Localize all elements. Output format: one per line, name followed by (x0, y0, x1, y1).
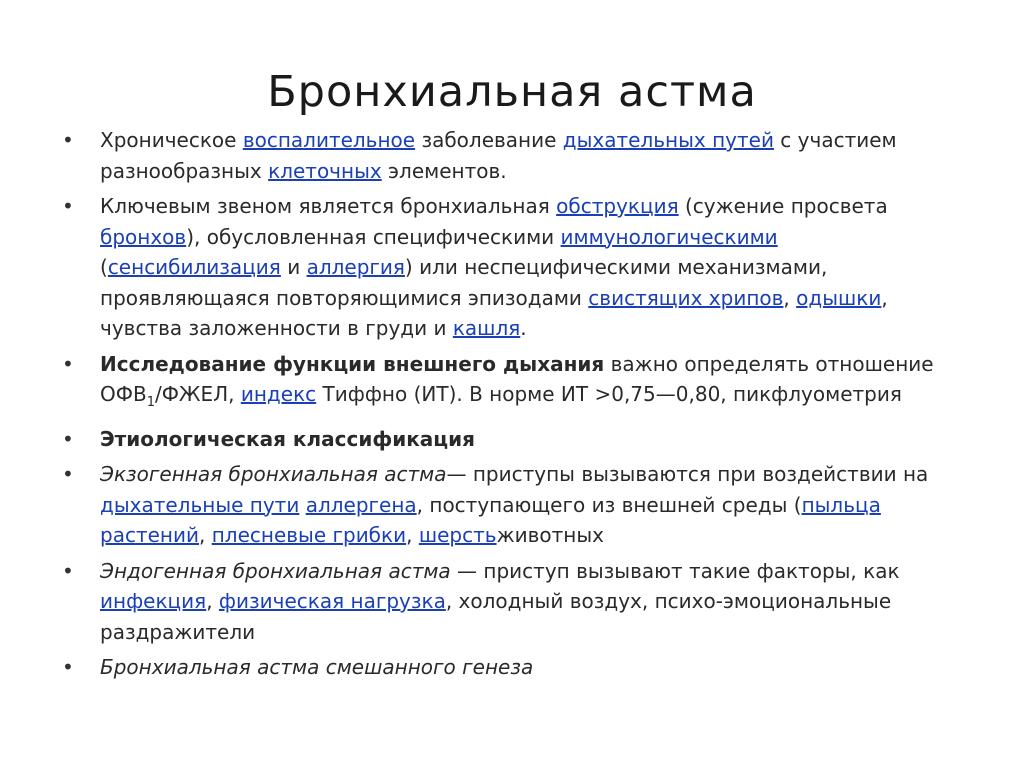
link-obstruction[interactable]: обструкция (556, 194, 679, 218)
link-allergen[interactable]: аллергена (305, 492, 417, 517)
link-index[interactable]: индекс (240, 382, 317, 406)
link-inflammatory[interactable]: воспалительное (242, 128, 416, 152)
text: , (206, 589, 219, 613)
subscript: 1 (146, 395, 155, 410)
text: , поступающего из внешней среды ( (416, 492, 802, 517)
text: — приступ вызывают такие факторы, как (450, 558, 900, 583)
italic-term: Бронхиальная астма смешанного генеза (100, 655, 534, 679)
text: , (198, 523, 212, 547)
link-immunological[interactable]: иммунологическими (560, 224, 778, 249)
link-respiratory-tract[interactable]: дыхательные пути (100, 492, 300, 517)
bullet-definition (62, 125, 962, 186)
bold-heading: Исследование функции внешнего дыхания (100, 351, 605, 376)
text: , (406, 523, 419, 547)
text: ( (100, 255, 108, 279)
link-cough[interactable]: кашля (452, 316, 521, 340)
text: — приступы вызываются при воздействии на (446, 462, 929, 486)
link-allergy[interactable]: аллергия (306, 255, 405, 279)
text: важно определять отношение ОФВ (100, 351, 934, 406)
text: (сужение просвета (678, 194, 888, 218)
link-sensitization[interactable]: сенсибилизация (107, 255, 281, 279)
text: , (783, 285, 797, 310)
text: , холодный воздух, психо-эмоциональные раздражители (100, 589, 892, 644)
bullet-key-link (62, 191, 962, 344)
italic-term: Эндогенная бронхиальная астма (100, 558, 451, 583)
text: , чувства заложенности в груди и (100, 285, 888, 340)
link-physical-load[interactable]: физическая нагрузка (218, 589, 446, 613)
text: с участием разнообразных (100, 128, 897, 183)
link-bronchi[interactable]: бронхов (100, 224, 187, 249)
bullet-mixed (62, 652, 962, 683)
link-cellular[interactable]: клеточных (268, 158, 382, 183)
bullet-classification (62, 424, 962, 455)
text: животных (496, 523, 604, 547)
page-title: Бронхиальная астма (267, 66, 757, 117)
bullet-respiratory-function (62, 349, 962, 419)
text: Ключевым звеном является бронхиальная (100, 194, 557, 218)
link-dyspnea[interactable]: одышки (796, 285, 882, 310)
link-mold[interactable]: плесневые грибки (211, 523, 407, 547)
text: элементов. (381, 158, 507, 183)
link-infection[interactable]: инфекция (100, 589, 207, 613)
text: Тиффно (ИТ). В норме ИТ >0,75—0,80, пикфлуометрия (316, 382, 902, 406)
text: Хроническое (100, 128, 243, 152)
text: и (280, 255, 307, 279)
text: ), обусловленная специфическими (186, 224, 561, 249)
bold-heading: Этиологическая классификация (100, 426, 475, 451)
link-fur[interactable]: шерсть (418, 523, 497, 547)
text: ) или неспецифическими механизмами, проявляющаяся повторяющимися эпизодами (100, 255, 828, 310)
italic-term: Экзогенная бронхиальная астма (100, 462, 447, 486)
text: /ФЖЕЛ, (154, 382, 241, 406)
text: заболевание (415, 128, 563, 152)
link-pollen[interactable]: пыльца растений (100, 492, 881, 547)
bullet-exogenous (62, 459, 962, 551)
bullet-endogenous (62, 556, 962, 648)
link-airways[interactable]: дыхательных путей (562, 128, 774, 152)
link-wheezing[interactable]: свистящих хрипов (588, 285, 784, 310)
text: . (520, 316, 527, 340)
bullet-list (62, 125, 962, 688)
